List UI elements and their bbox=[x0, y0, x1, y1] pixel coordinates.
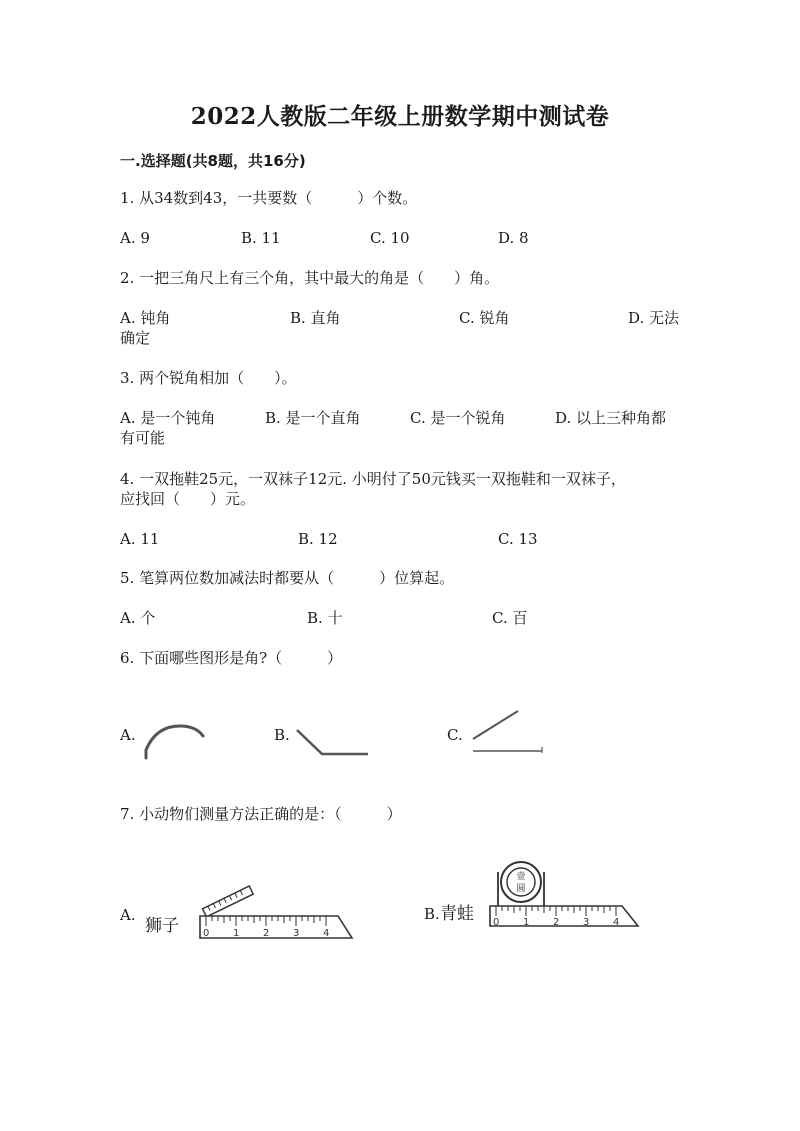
question-7-option-a[interactable]: A. bbox=[120, 906, 136, 924]
question-2-option-d[interactable]: D. 无法 bbox=[628, 309, 680, 327]
question-5-option-b[interactable]: B. 十 bbox=[307, 609, 343, 627]
animal-label-lion: 狮子 bbox=[145, 916, 179, 936]
ruler-figure-a bbox=[198, 884, 358, 942]
question-4-stem: 4. 一双拖鞋25元，一双袜子12元. 小明付了50元钱买一双拖鞋和一双袜子， bbox=[120, 470, 626, 488]
question-5-stem: 5. 笔算两位数加减法时都要从（ ）位算起。 bbox=[120, 569, 455, 587]
question-5-option-a[interactable]: A. 个 bbox=[120, 609, 156, 627]
question-7-option-b[interactable]: B. bbox=[424, 905, 440, 923]
question-3-stem: 3. 两个锐角相加（ ）。 bbox=[120, 369, 297, 387]
animal-label-frog: 青蛙 bbox=[440, 904, 474, 924]
ruler-a-tick-4: 4 bbox=[323, 928, 330, 939]
ruler-a-tick-3: 3 bbox=[293, 928, 300, 939]
ruler-b-tick-0: 0 bbox=[493, 917, 500, 928]
coin-figure bbox=[498, 862, 544, 906]
question-3-option-d[interactable]: D. 以上三种角都 bbox=[555, 409, 667, 427]
ruler-a-tick-0: 0 bbox=[203, 928, 210, 939]
coin-text-2: 圆 bbox=[516, 884, 526, 894]
question-4-option-c[interactable]: C. 13 bbox=[498, 530, 538, 548]
question-6-option-c[interactable]: C. bbox=[447, 726, 463, 744]
ruler-b-tick-2: 2 bbox=[553, 917, 560, 928]
question-2-option-c[interactable]: C. 锐角 bbox=[459, 309, 510, 327]
ruler-figure-b bbox=[486, 858, 646, 930]
tilted-stick bbox=[202, 886, 253, 917]
question-4-stem-line2: 应找回（ ）元。 bbox=[120, 490, 256, 508]
question-1-option-d[interactable]: D. 8 bbox=[498, 229, 529, 247]
question-6-stem: 6. 下面哪些图形是角?（ ） bbox=[120, 649, 343, 667]
ruler-a-tick-2: 2 bbox=[263, 928, 270, 939]
question-1-option-c[interactable]: C. 10 bbox=[370, 229, 410, 247]
question-4-option-b[interactable]: B. 12 bbox=[298, 530, 338, 548]
question-6-option-b[interactable]: B. bbox=[274, 726, 290, 744]
question-3-option-c[interactable]: C. 是一个锐角 bbox=[410, 409, 506, 427]
question-2-option-b[interactable]: B. 直角 bbox=[290, 309, 341, 327]
angle-figure-c bbox=[468, 705, 548, 757]
page-title: 2022人教版二年级上册数学期中测试卷 bbox=[190, 103, 610, 130]
question-2-stem: 2. 一把三角尺上有三个角，其中最大的角是（ ）角。 bbox=[120, 269, 500, 287]
question-7-stem: 7. 小动物们测量方法正确的是：（ ） bbox=[120, 805, 402, 823]
ruler-b-tick-3: 3 bbox=[583, 917, 590, 928]
coin-text-1: 壹 bbox=[516, 872, 526, 882]
question-5-option-c[interactable]: C. 百 bbox=[492, 609, 528, 627]
question-3-option-b[interactable]: B. 是一个直角 bbox=[265, 409, 361, 427]
question-2-option-a[interactable]: A. 钝角 bbox=[120, 309, 171, 327]
question-6-option-a[interactable]: A. bbox=[120, 726, 136, 744]
question-3-option-d-wrap: 有可能 bbox=[120, 429, 166, 447]
question-3-option-a[interactable]: A. 是一个钝角 bbox=[120, 409, 216, 427]
question-1-option-b[interactable]: B. 11 bbox=[241, 229, 281, 247]
angle-figure-b bbox=[292, 720, 372, 760]
arc-figure bbox=[140, 718, 210, 764]
question-2-option-d-wrap: 确定 bbox=[120, 329, 151, 347]
ruler-b-tick-1: 1 bbox=[523, 917, 530, 928]
question-1-option-a[interactable]: A. 9 bbox=[120, 229, 150, 247]
ruler-b-tick-4: 4 bbox=[613, 917, 620, 928]
ruler-a-tick-1: 1 bbox=[233, 928, 240, 939]
question-1-stem: 1. 从34数到43，一共要数（ ）个数。 bbox=[120, 189, 418, 207]
section-heading: 一.选择题(共8题，共16分) bbox=[120, 152, 306, 170]
question-4-option-a[interactable]: A. 11 bbox=[120, 530, 160, 548]
